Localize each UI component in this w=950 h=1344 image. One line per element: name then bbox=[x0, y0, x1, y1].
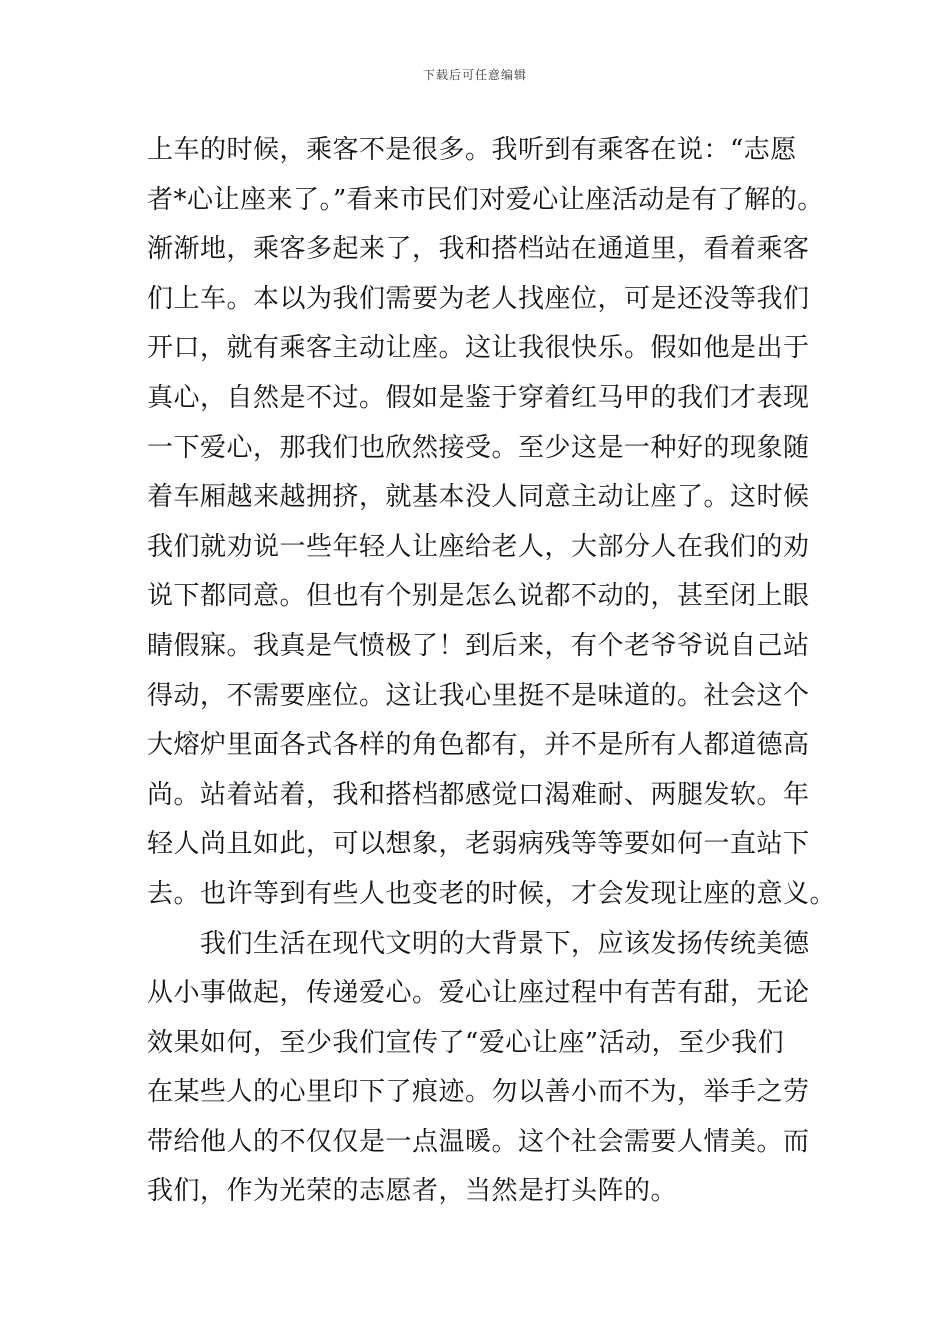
text-line: 得动，不需要座位。这让我心里挺不是味道的。社会这个 bbox=[147, 680, 810, 711]
text-line: 一下爱心，那我们也欣然接受。至少这是一种好的现象随 bbox=[147, 432, 810, 463]
page-header: 下载后可任意编辑 bbox=[422, 68, 527, 82]
text-line: 从小事做起，传递爱心。爱心让座过程中有苦有甜，无论 bbox=[147, 978, 810, 1009]
text-line: 尚。站着站着，我和搭档都感觉口渴难耐、两腿发软。年 bbox=[147, 779, 810, 810]
text-line: 我们，作为光荣的志愿者，当然是打头阵的。 bbox=[147, 1176, 678, 1207]
text-line: 效果如何，至少我们宣传了“爱心让座”活动，至少我们 bbox=[147, 1027, 785, 1058]
text-line: 我们就劝说一些年轻人让座给老人，大部分人在我们的劝 bbox=[147, 531, 810, 562]
text-line: 在某些人的心里印下了痕迹。勿以善小而不为，举手之劳 bbox=[147, 1077, 810, 1108]
text-line: 大熔炉里面各式各样的角色都有，并不是所有人都道德高 bbox=[147, 730, 810, 761]
text-line: 带给他人的不仅仅是一点温暖。这个社会需要人情美。而 bbox=[147, 1126, 810, 1157]
text-line: 轻人尚且如此，可以想象，老弱病残等等要如何一直站下 bbox=[147, 829, 810, 860]
text-line: 们上车。本以为我们需要为老人找座位，可是还没等我们 bbox=[147, 283, 810, 314]
text-line: 着车厢越来越拥挤，就基本没人同意主动让座了。这时候 bbox=[147, 482, 810, 513]
text-line: 说下都同意。但也有个别是怎么说都不动的，甚至闭上眼 bbox=[147, 581, 810, 612]
text-line: 真心，自然是不过。假如是鉴于穿着红马甲的我们才表现 bbox=[147, 382, 810, 413]
text-line: 上车的时候，乘客不是很多。我听到有乘客在说：“志愿 bbox=[147, 135, 797, 165]
text-line: 睛假寐。我真是气愤极了！到后来，有个老爷爷说自己站 bbox=[147, 630, 810, 661]
body-text bbox=[147, 126, 837, 1217]
text-line: 去。也许等到有些人也变老的时候，才会发现让座的意义。 bbox=[147, 878, 837, 909]
text-line: 者*心让座来了。”看来市民们对爱心让座活动是有了解的。 bbox=[147, 184, 824, 215]
text-line: 开口，就有乘客主动让座。这让我很快乐。假如他是出于 bbox=[147, 333, 810, 364]
paragraph-start-line: 我们生活在现代文明的大背景下，应该发扬传统美德 bbox=[200, 928, 810, 959]
text-line: 渐渐地，乘客多起来了，我和搭档站在通道里，看着乘客 bbox=[147, 234, 810, 265]
